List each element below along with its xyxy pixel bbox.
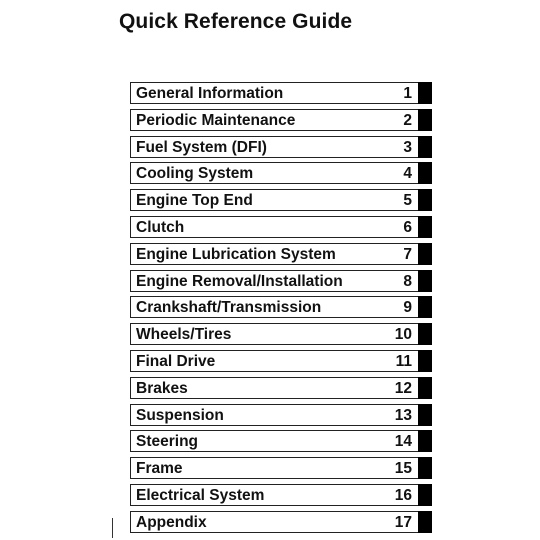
toc-item-number: 3 xyxy=(403,138,412,156)
toc-item-label: Fuel System (DFI) xyxy=(136,138,267,156)
toc-item-engine-lubrication-system[interactable] xyxy=(130,243,432,265)
section-tab-marker xyxy=(418,457,432,479)
toc-item-label: Engine Top End xyxy=(136,192,253,210)
toc-item-frame[interactable] xyxy=(130,457,432,479)
toc-item-engine-top-end[interactable] xyxy=(130,189,432,211)
section-tab-marker xyxy=(418,350,432,372)
toc-item-crankshaft-transmission[interactable] xyxy=(130,296,432,318)
section-tab-marker xyxy=(418,404,432,426)
toc-item-suspension[interactable] xyxy=(130,404,432,426)
toc-item-engine-removal-installation[interactable] xyxy=(130,270,432,292)
toc-item-number: 1 xyxy=(403,85,412,102)
toc-item-number: 2 xyxy=(403,111,412,129)
section-tab-marker xyxy=(418,484,432,506)
section-tab-marker xyxy=(418,189,432,211)
toc-item-label: Appendix xyxy=(136,513,207,531)
page-title: Quick Reference Guide xyxy=(119,10,353,33)
section-tab-marker xyxy=(418,243,432,265)
toc-item-label: Engine Lubrication System xyxy=(136,245,336,263)
toc-item-periodic-maintenance[interactable] xyxy=(130,109,432,131)
toc-item-label: Electrical System xyxy=(136,486,265,504)
toc-item-label: Steering xyxy=(136,433,199,451)
toc-item-number: 7 xyxy=(403,245,412,263)
section-tab-marker xyxy=(418,162,432,184)
toc-item-number: 15 xyxy=(394,460,412,478)
section-tab-marker xyxy=(418,430,432,452)
section-tab-marker xyxy=(418,377,432,399)
toc-item-wheels-tires[interactable] xyxy=(130,323,432,345)
section-tab-marker xyxy=(418,136,432,158)
toc-item-number: 4 xyxy=(403,165,412,183)
toc-item-appendix[interactable] xyxy=(130,511,432,533)
toc-item-label: General Information xyxy=(136,85,284,102)
table-of-contents xyxy=(130,82,432,538)
toc-item-label: Periodic Maintenance xyxy=(136,111,296,129)
section-tab-marker xyxy=(418,109,432,131)
toc-item-label: Clutch xyxy=(136,218,185,236)
toc-item-clutch[interactable] xyxy=(130,216,432,238)
toc-item-steering[interactable] xyxy=(130,430,432,452)
toc-item-number: 6 xyxy=(403,218,412,236)
toc-item-general-information[interactable] xyxy=(130,82,432,104)
toc-item-label: Cooling System xyxy=(136,165,254,183)
toc-item-label: Final Drive xyxy=(136,352,216,370)
toc-item-label: Brakes xyxy=(136,379,188,397)
toc-item-number: 11 xyxy=(395,352,412,370)
toc-item-label: Wheels/Tires xyxy=(136,326,232,344)
section-tab-marker xyxy=(418,216,432,238)
section-tab-marker xyxy=(418,82,432,104)
section-tab-marker xyxy=(418,323,432,345)
toc-item-number: 14 xyxy=(394,433,412,451)
toc-item-brakes[interactable] xyxy=(130,377,432,399)
section-tab-marker xyxy=(418,296,432,318)
toc-item-number: 16 xyxy=(394,486,412,504)
section-tab-marker xyxy=(418,511,432,533)
toc-item-label: Crankshaft/Transmission xyxy=(136,299,322,317)
toc-item-number: 8 xyxy=(403,272,412,290)
toc-item-number: 9 xyxy=(403,299,412,317)
toc-item-label: Suspension xyxy=(136,406,224,424)
toc-item-number: 17 xyxy=(394,513,412,531)
toc-item-fuel-system[interactable] xyxy=(130,136,432,158)
toc-item-number: 5 xyxy=(403,192,412,210)
toc-item-electrical-system[interactable] xyxy=(130,484,432,506)
toc-item-cooling-system[interactable] xyxy=(130,162,432,184)
section-tab-marker xyxy=(418,270,432,292)
toc-item-final-drive[interactable] xyxy=(130,350,432,372)
toc-item-label: Frame xyxy=(136,460,183,478)
toc-item-label: Engine Removal/Installation xyxy=(136,272,343,290)
toc-item-number: 13 xyxy=(394,406,412,424)
toc-item-number: 12 xyxy=(394,379,412,397)
toc-item-number: 10 xyxy=(394,326,412,344)
page-edge-mark xyxy=(112,518,113,538)
